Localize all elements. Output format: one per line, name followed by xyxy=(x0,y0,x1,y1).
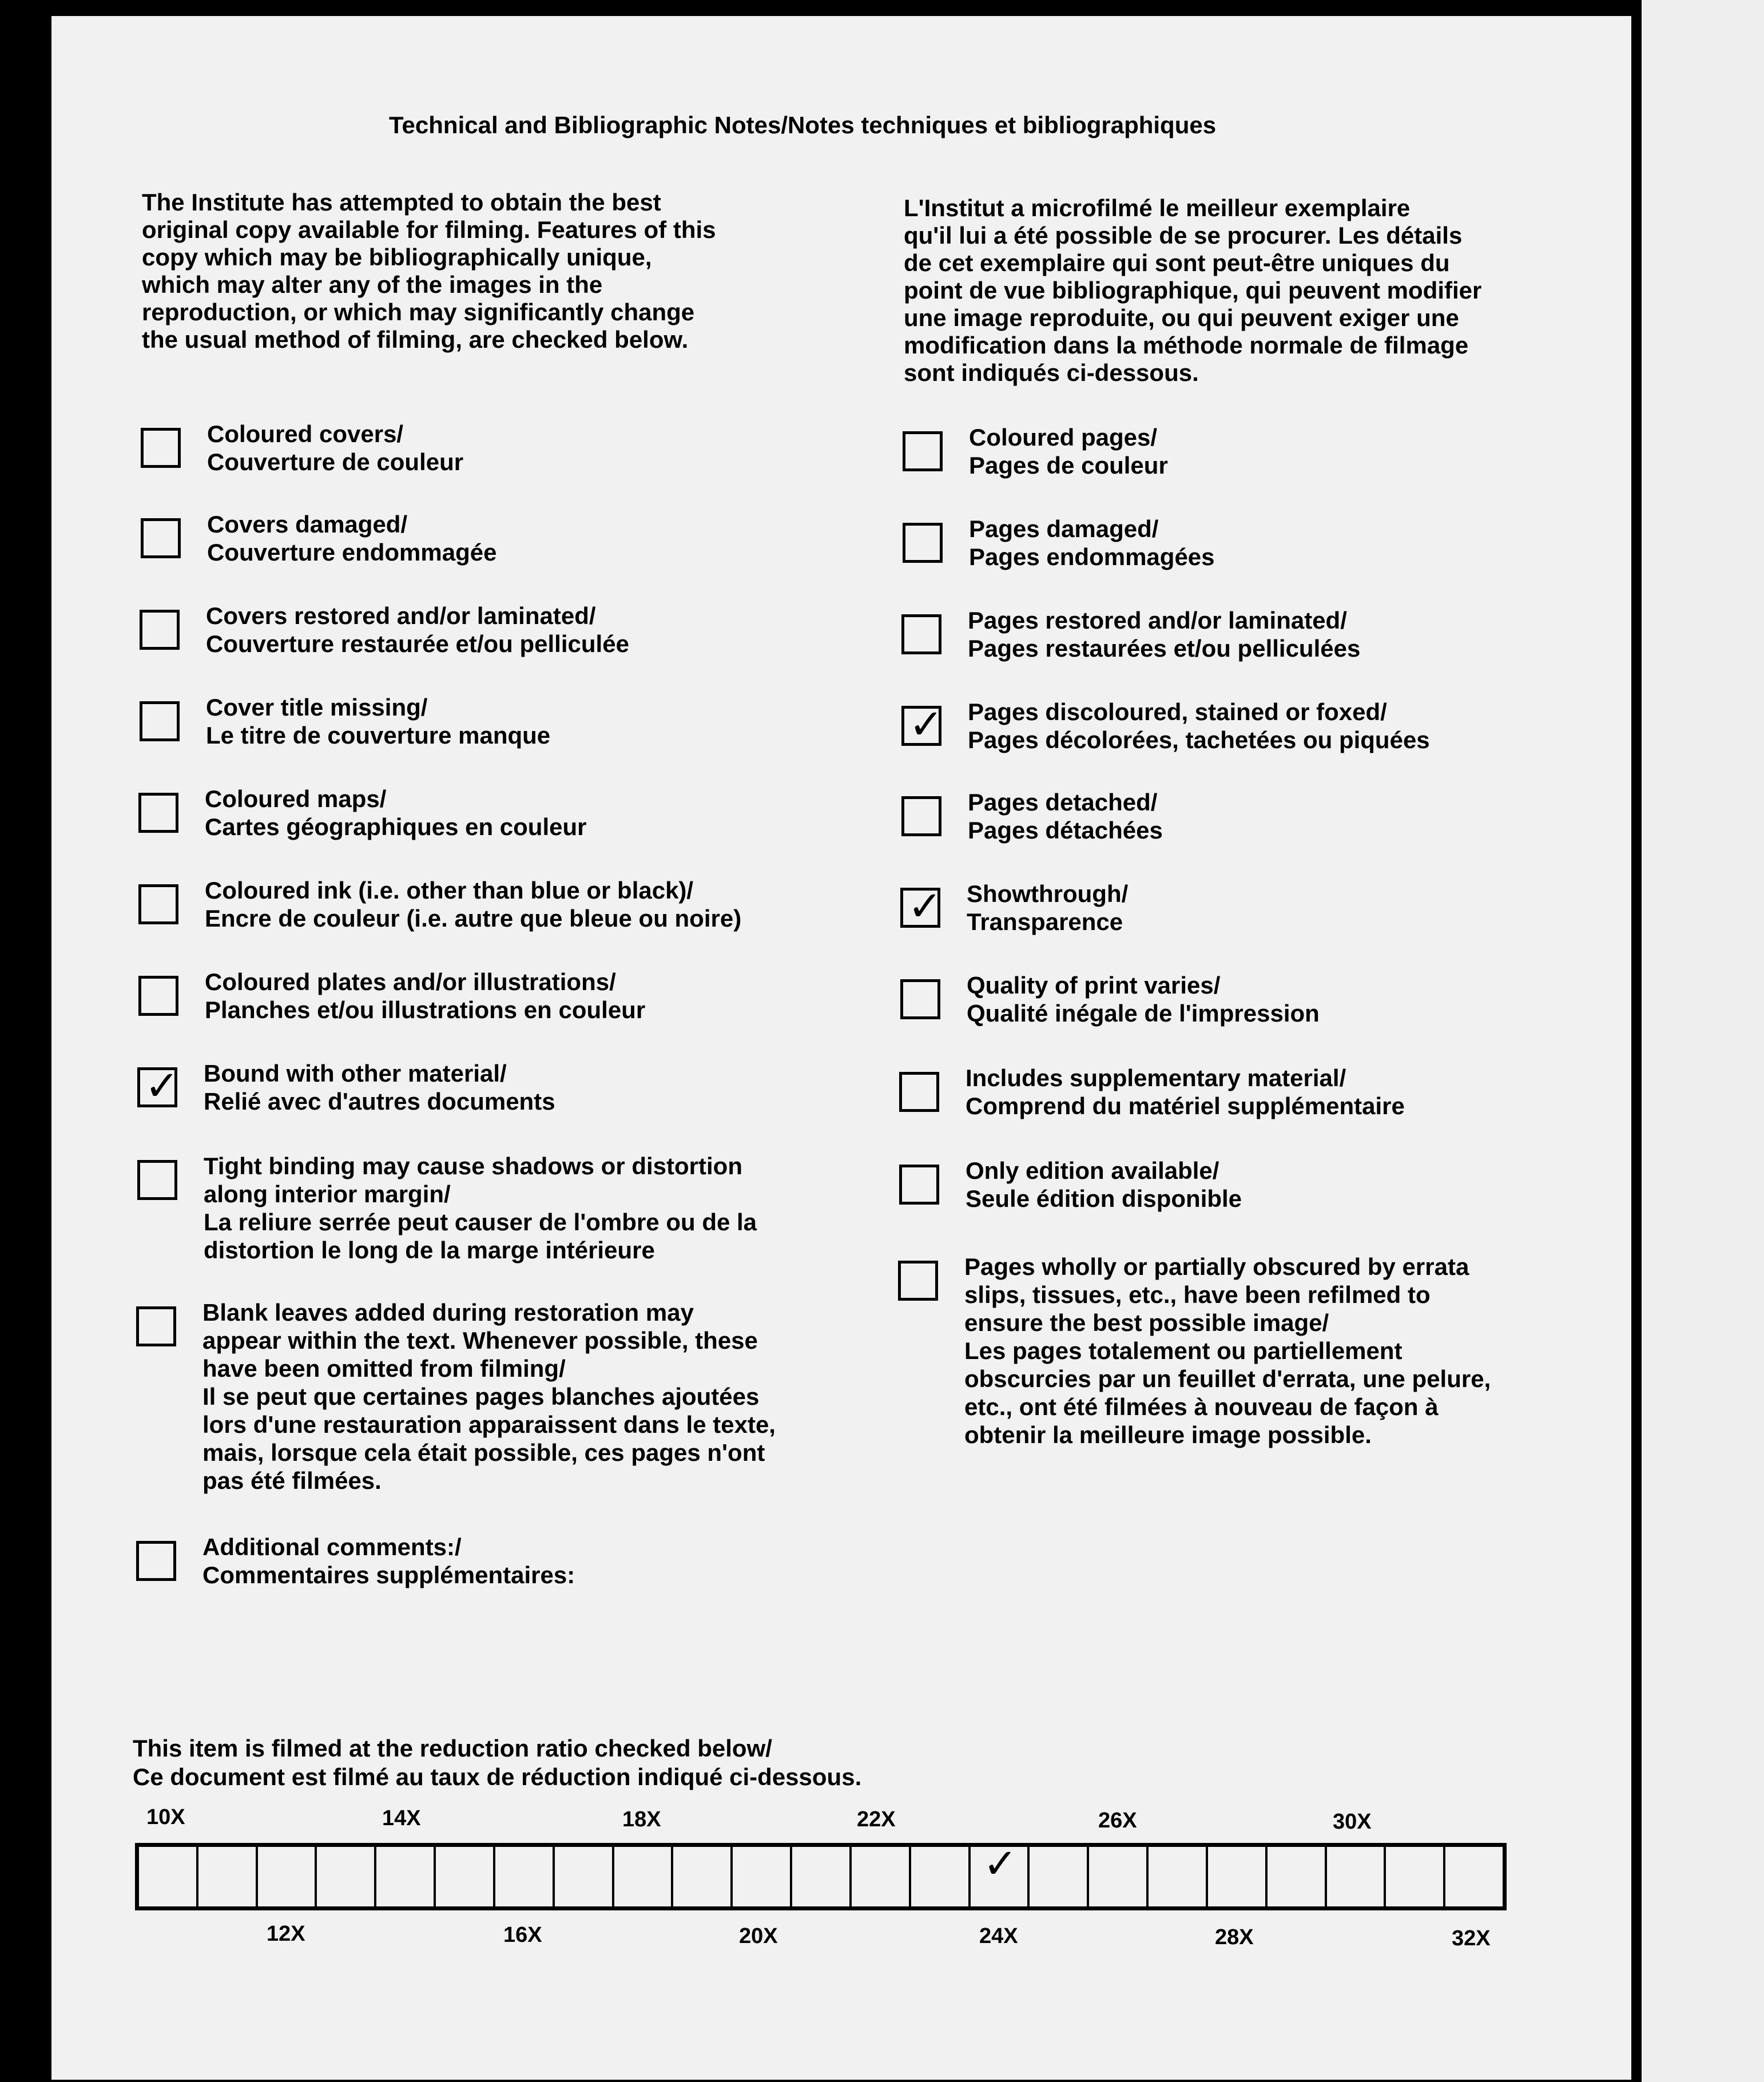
ratio-cell[interactable] xyxy=(555,1847,614,1906)
check-item-label: Covers damaged/ Couverture endommagée xyxy=(207,511,497,566)
checkbox[interactable] xyxy=(136,1541,176,1581)
ratio-cell[interactable] xyxy=(733,1847,792,1906)
ratio-cell[interactable] xyxy=(614,1847,674,1906)
ratio-cell[interactable] xyxy=(1030,1847,1089,1906)
ratio-cell[interactable] xyxy=(1149,1847,1208,1906)
ratio-label-30x: 30X xyxy=(1333,1810,1372,1834)
ratio-label-26x: 26X xyxy=(1098,1809,1137,1833)
checkbox[interactable] xyxy=(137,1063,180,1109)
checkbox[interactable] xyxy=(136,1306,176,1346)
checkbox[interactable] xyxy=(140,610,180,650)
checkbox[interactable] xyxy=(898,1261,938,1301)
intro-french: L'Institut a microfilmé le meilleur exemplaire qu'il lui a été possible de se procurer. Les détails de cet exemplaire qui sont peut-être uniques du point de vue bibliographique, qui peuvent modifier une image reproduite, ou qui peuvent exiger une modification dans la méthode normale de filmage sont indiqués ci-dessous. xyxy=(904,194,1482,386)
check-item-label: Pages detached/ Pages détachées xyxy=(968,789,1163,844)
check-item-label: Blank leaves added during restoration may appear within the text. Whenever possible, these have been omitted from filming/ Il se peut que certaines pages blanches ajoutées lors d'une restauration apparaissent dans le texte, mais, lorsque cela était possible, ces pages n'ont pas été filmées. xyxy=(202,1299,776,1494)
ratio-cell[interactable] xyxy=(673,1847,733,1906)
check-mark-icon: ✓ xyxy=(908,884,943,929)
ratio-cell[interactable] xyxy=(1327,1847,1386,1906)
check-item-label: Only edition available/ Seule édition disponible xyxy=(966,1157,1242,1212)
check-item-label: Coloured maps/ Cartes géographiques en couleur xyxy=(205,785,587,840)
checkbox[interactable] xyxy=(901,702,944,748)
page-title: Technical and Bibliographic Notes/Notes techniques et bibliographiques xyxy=(389,112,1217,138)
reduction-ratio-scale[interactable] xyxy=(135,1843,1507,1910)
ratio-label-28x: 28X xyxy=(1215,1925,1254,1949)
check-item-label: Covers restored and/or laminated/ Couverture restaurée et/ou pelliculée xyxy=(206,602,629,657)
checkbox[interactable] xyxy=(899,1165,939,1205)
checkbox[interactable] xyxy=(899,1072,939,1112)
checkbox[interactable] xyxy=(141,518,181,558)
ratio-cell[interactable] xyxy=(1268,1847,1327,1906)
ratio-cell[interactable] xyxy=(1386,1847,1445,1906)
check-item-label: Coloured ink (i.e. other than blue or black)/ Encre de couleur (i.e. autre que bleue ou noire) xyxy=(205,877,742,932)
check-item-label: Pages damaged/ Pages endommagées xyxy=(969,515,1215,570)
checkbox[interactable] xyxy=(900,884,943,929)
ratio-label-16x: 16X xyxy=(503,1923,542,1947)
ratio-cell[interactable] xyxy=(1445,1847,1503,1906)
check-item-label: Coloured covers/ Couverture de couleur xyxy=(207,420,464,475)
checkbox[interactable] xyxy=(900,979,940,1019)
checkbox[interactable] xyxy=(901,614,941,654)
check-item-label: Pages restored and/or laminated/ Pages restaurées et/ou pelliculées xyxy=(968,607,1361,662)
ratio-label-18x: 18X xyxy=(622,1807,661,1831)
check-item-label: Quality of print varies/ Qualité inégale de l'impression xyxy=(967,972,1320,1027)
checkbox[interactable] xyxy=(138,884,178,924)
checkbox[interactable] xyxy=(138,793,178,833)
checkbox[interactable] xyxy=(903,431,943,471)
ratio-cell[interactable] xyxy=(258,1847,317,1906)
ratio-label-20x: 20X xyxy=(739,1924,778,1948)
check-mark-icon: ✓ xyxy=(909,702,944,748)
adjacent-page-strip xyxy=(1642,0,1764,2082)
check-item-label: Showthrough/ Transparence xyxy=(967,880,1129,935)
check-mark-icon: ✓ xyxy=(145,1063,180,1109)
ratio-cell[interactable] xyxy=(376,1847,436,1906)
check-item-label: Tight binding may cause shadows or distortion along interior margin/ La reliure serrée peut causer de l'ombre ou de la distortion le long de la marge intérieure xyxy=(204,1153,757,1263)
ratio-label-24x: 24X xyxy=(979,1924,1018,1948)
ratio-cell[interactable] xyxy=(139,1847,198,1906)
check-item-label: Includes supplementary material/ Comprend du matériel supplémentaire xyxy=(966,1064,1405,1119)
checkbox[interactable] xyxy=(141,428,181,468)
ratio-label-32x: 32X xyxy=(1452,1926,1491,1950)
intro-english: The Institute has attempted to obtain the best original copy available for filming. Features of this copy which may be bibliographically unique, which may alter any of the images in the reproduction, or which may significantly change the usual method of filming, are checked below. xyxy=(142,189,716,353)
checkbox[interactable] xyxy=(901,796,941,836)
ratio-cell[interactable] xyxy=(436,1847,495,1906)
ratio-label-12x: 12X xyxy=(267,1922,305,1946)
checkbox[interactable] xyxy=(140,701,180,741)
check-item-label: Coloured pages/ Pages de couleur xyxy=(969,424,1168,479)
check-item-label: Pages discoloured, stained or foxed/ Pages décolorées, tachetées ou piquées xyxy=(968,698,1430,753)
ratio-cell[interactable] xyxy=(198,1847,258,1906)
ratio-cell[interactable] xyxy=(911,1847,971,1906)
ratio-cell[interactable] xyxy=(852,1847,911,1906)
check-item-label: Additional comments:/ Commentaires supplémentaires: xyxy=(202,1533,575,1588)
ratio-label-10x: 10X xyxy=(146,1805,185,1829)
ratio-cell[interactable] xyxy=(1208,1847,1268,1906)
ratio-cell[interactable] xyxy=(792,1847,852,1906)
checkbox[interactable] xyxy=(903,523,943,563)
checkbox[interactable] xyxy=(138,976,178,1016)
check-mark-icon: ✓ xyxy=(983,1841,1018,1887)
check-item-label: Bound with other material/ Relié avec d'autres documents xyxy=(204,1060,555,1115)
check-item-label: Pages wholly or partially obscured by errata slips, tissues, etc., have been refilmed to ensure the best possible image/ Les pages totalement ou partiellement obscurcies par un feuillet d'errata, une pelure, etc., ont été filmées à nouveau de façon à obtenir la meilleure image possible. xyxy=(964,1253,1491,1448)
ratio-cell[interactable] xyxy=(317,1847,376,1906)
ratio-cell[interactable] xyxy=(495,1847,555,1906)
reduction-ratio-text: This item is filmed at the reduction ratio checked below/ Ce document est filmé au taux de réduction indiqué ci-dessous. xyxy=(133,1735,862,1790)
check-item-label: Cover title missing/ Le titre de couverture manque xyxy=(206,694,551,749)
checkbox[interactable] xyxy=(137,1160,177,1200)
ratio-cell[interactable] xyxy=(1089,1847,1149,1906)
ratio-label-22x: 22X xyxy=(857,1807,896,1831)
check-item-label: Coloured plates and/or illustrations/ Planches et/ou illustrations en couleur xyxy=(205,968,646,1023)
ratio-label-14x: 14X xyxy=(382,1806,421,1830)
ratio-cell[interactable] xyxy=(971,1841,1030,1906)
